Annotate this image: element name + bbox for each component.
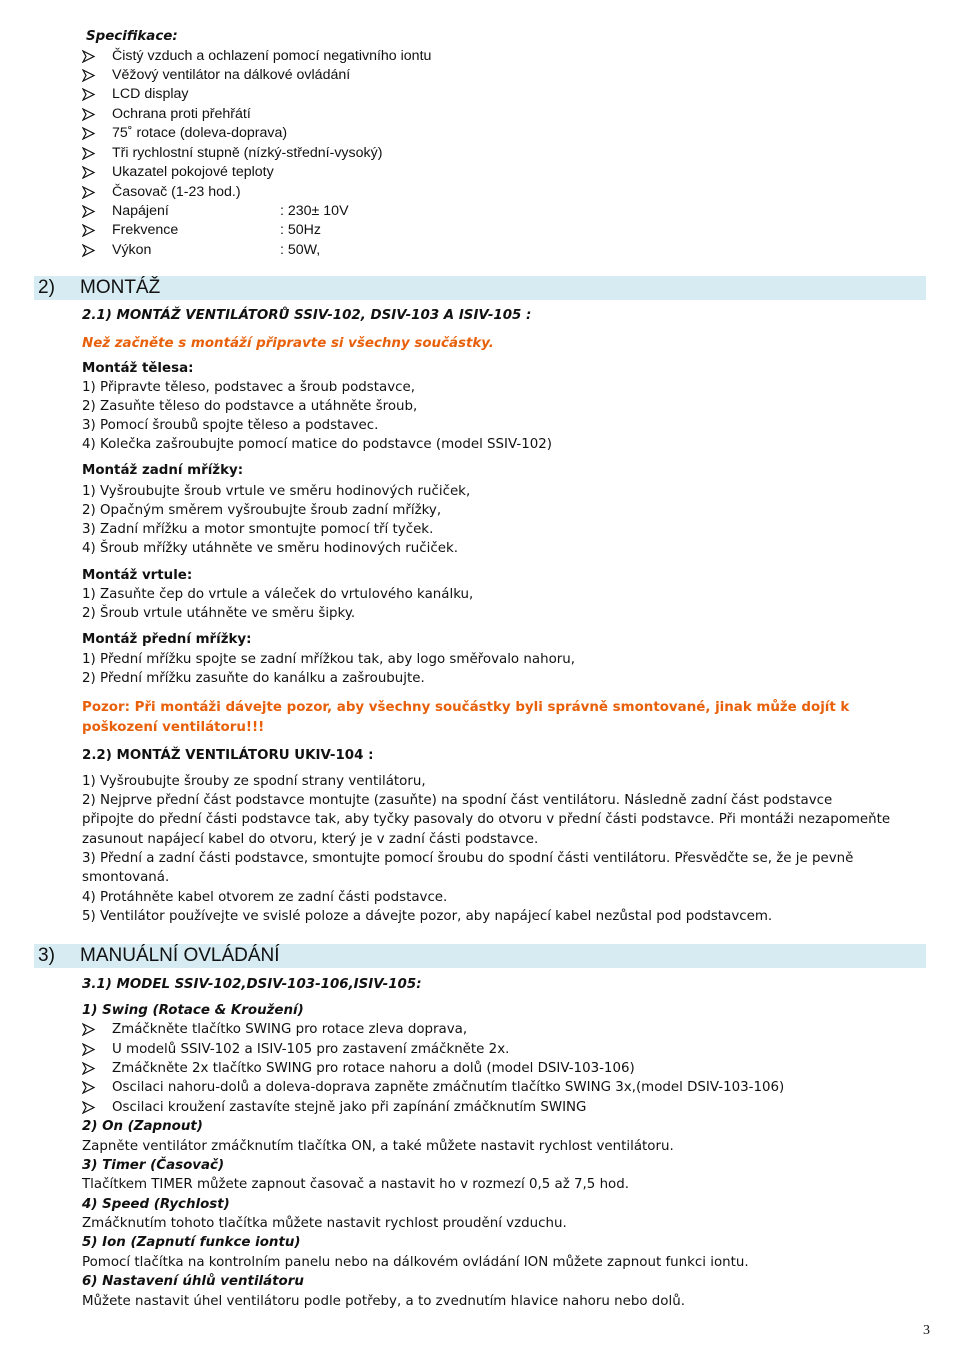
arrow-bullet-icon [82,186,96,199]
spec-param-value: : 230± 10V [280,203,349,219]
subsection-note: Než začněte s montáží připravte si všechny součástky. [82,336,494,351]
paragraph-line: připojte do přední části podstavce tak, aby tyčky pasovaly do otvoru v přední části podstavce. Při montáži nezapomeňte [82,812,891,827]
step-group-title: Montáž tělesa: [82,361,194,376]
paragraph-line: 2) Nejprve přední část podstavce montujte (zasuňte) na spodní část ventilátoru. Následně zadní část podstavce [82,793,833,808]
arrow-bullet-icon [82,69,96,82]
spec-param-value: : 50W, [280,242,321,258]
step-line: 1) Přední mřížku spojte se zadní mřížkou tak, aby logo směřovalo nahoru, [82,652,576,667]
spec-param-label: Výkon [112,242,152,258]
spec-item: 75˚ rotace (doleva-doprava) [112,125,288,141]
list-item: Oscilaci kroužení zastavíte stejně jako při zapínání zmáčknutím SWING [112,1100,587,1115]
spec-item: Věžový ventilátor na dálkové ovládání [112,67,351,83]
step-group-title: Montáž přední mřížky: [82,632,252,647]
subsection-title: 2.1) MONTÁŽ VENTILÁTORŮ SSIV-102, DSIV-103 A ISIV-105 : [82,308,532,323]
section-title: MANUÁLNÍ OVLÁDÁNÍ [80,945,280,966]
paragraph-line: zasunout napájecí kabel do otvoru, který je v zadní části podstavce. [82,832,539,847]
spec-item: Tři rychlostní stupně (nízký-střední-vysoký) [112,145,383,161]
arrow-bullet-icon [82,244,96,257]
step-group-title: Montáž zadní mřížky: [82,463,244,478]
arrow-bullet-icon [82,108,96,121]
list-item: Oscilaci nahoru-dolů a doleva-doprava zapněte zmáčnutím tlačítko SWING 3x,(model DSIV-103-106) [112,1080,785,1095]
arrow-bullet-icon [82,127,96,140]
section-number: 2) [38,277,55,298]
feature-title: 2) On (Zapnout) [82,1119,203,1134]
spec-item: Ochrana proti přehřátí [112,106,251,122]
spec-param-value: : 50Hz [280,222,322,238]
spec-param-label: Frekvence [112,222,179,238]
arrow-bullet-icon [82,1101,96,1114]
step-line: 1) Zasuňte čep do vrtule a váleček do vrtulového kanálku, [82,587,474,602]
step-line: 2) Šroub vrtule utáhněte ve směru šipky. [82,606,356,621]
list-item: U modelů SSIV-102 a ISIV-105 pro zastavení zmáčkněte 2x. [112,1042,510,1057]
subsection-title: 2.2) MONTÁŽ VENTILÁTORU UKIV-104 : [82,748,374,763]
spec-item: Ukazatel pokojové teploty [112,164,274,180]
step-line: 1) Připravte těleso, podstavec a šroub podstavce, [82,380,415,395]
feature-text: Pomocí tlačítka na kontrolním panelu nebo na dálkovém ovládání ION můžete zapnout funkci iontu. [82,1255,749,1270]
step-line: 1) Vyšroubujte šroub vrtule ve směru hodinových ručiček, [82,484,471,499]
paragraph-line: 1) Vyšroubujte šrouby ze spodní strany ventilátoru, [82,774,426,789]
paragraph-line: 5) Ventilátor používejte ve svislé poloze a dávejte pozor, aby napájecí kabel nezůstal pod podstavcem. [82,909,773,924]
step-line: 3) Pomocí šroubů spojte těleso a podstavec. [82,418,379,433]
page-number: 3 [923,1323,930,1338]
feature-text: Zapněte ventilátor zmáčknutím tlačítka ON, a také můžete nastavit rychlost ventilátoru. [82,1139,674,1154]
paragraph-line: smontovaná. [82,870,170,885]
step-line: 4) Kolečka zašroubujte pomocí matice do podstavce (model SSIV-102) [82,437,552,452]
paragraph-line: 4) Protáhněte kabel otvorem ze zadní části podstavce. [82,890,448,905]
arrow-bullet-icon [82,1062,96,1075]
spec-item: Časovač (1-23 hod.) [112,184,241,200]
arrow-bullet-icon [82,1023,96,1036]
warning-text: Pozor: Při montáži dávejte pozor, aby všechny součástky byli správně smontované, jinak může dojít k [82,700,850,715]
step-line: 2) Zasuňte těleso do podstavce a utáhněte šroub, [82,399,418,414]
arrow-bullet-icon [82,50,96,63]
section-header-band [34,276,926,300]
step-group-title: Montáž vrtule: [82,568,193,583]
section-number: 3) [38,945,55,966]
feature-title: 6) Nastavení úhlů ventilátoru [82,1274,304,1289]
feature-text: Můžete nastavit úhel ventilátoru podle potřeby, a to zvednutím hlavice nahoru nebo dolů. [82,1294,685,1309]
spec-param-label: Napájení [112,203,169,219]
feature-title: 4) Speed (Rychlost) [82,1197,230,1212]
feature-text: Tlačítkem TIMER můžete zapnout časovač a nastavit ho v rozmezí 0,5 až 7,5 hod. [82,1177,630,1192]
arrow-bullet-icon [82,147,96,160]
list-item: Zmáčkněte 2x tlačítko SWING pro rotace nahoru a dolů (model DSIV-103-106) [112,1061,635,1076]
subsection-title: 3.1) MODEL SSIV-102,DSIV-103-106,ISIV-105: [82,977,422,992]
arrow-bullet-icon [82,1081,96,1094]
arrow-bullet-icon [82,224,96,237]
feature-text: Zmáčknutím tohoto tlačítka můžete nastavit rychlost proudění vzduchu. [82,1216,567,1231]
arrow-bullet-icon [82,166,96,179]
step-line: 3) Zadní mřížku a motor smontujte pomocí tří tyček. [82,522,434,537]
section-title: MONTÁŽ [80,277,161,298]
warning-text: poškození ventilátoru!!! [82,720,265,735]
feature-title: 5) Ion (Zapnutí funkce iontu) [82,1235,301,1250]
step-line: 4) Šroub mřížky utáhněte ve směru hodinových ručiček. [82,541,458,556]
step-line: 2) Opačným směrem vyšroubujte šroub zadní mřížky, [82,503,442,518]
step-line: 2) Přední mřížku zasuňte do kanálku a zašroubujte. [82,671,425,686]
spec-item: Čistý vzduch a ochlazení pomocí negativního iontu [112,48,432,64]
feature-title: 1) Swing (Rotace & Kroužení) [82,1003,304,1018]
spec-title: Specifikace: [86,29,178,44]
list-item: Zmáčkněte tlačítko SWING pro rotace zleva doprava, [112,1022,468,1037]
paragraph-line: 3) Přední a zadní části podstavce, smontujte pomocí šroubu do spodní části ventilátoru. Přesvědčte se, že je pevně [82,851,854,866]
feature-title: 3) Timer (Časovač) [82,1158,225,1173]
arrow-bullet-icon [82,1043,96,1056]
arrow-bullet-icon [82,88,96,101]
arrow-bullet-icon [82,205,96,218]
spec-item: LCD display [112,86,189,102]
